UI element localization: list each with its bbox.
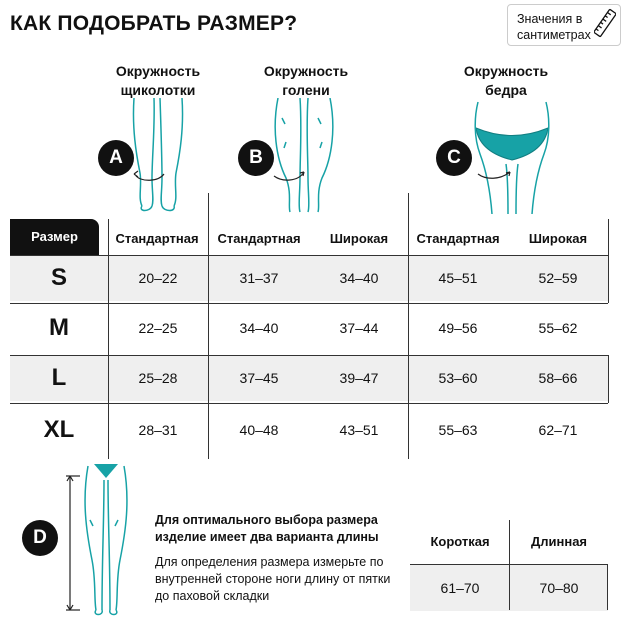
table-cell: 43–51 <box>339 422 379 438</box>
column-header: Стандартная <box>416 231 500 246</box>
table-cell: 40–48 <box>239 422 279 438</box>
length-column-header: Длинная <box>530 534 588 549</box>
table-cell: 37–45 <box>239 370 279 386</box>
label-ankle: Окружность щиколотки <box>115 63 201 98</box>
column-header: Широкая <box>329 231 389 246</box>
badge-d: D <box>22 520 58 556</box>
table-cell: 53–60 <box>438 370 478 386</box>
table-cell: 31–37 <box>239 270 279 286</box>
size-label: M <box>49 314 69 341</box>
length-cell-short: 61–70 <box>440 580 480 596</box>
ruler-icon <box>594 8 616 38</box>
length-column-header: Короткая <box>430 534 490 549</box>
table-cell: 55–62 <box>538 320 578 336</box>
size-column-header: Размер <box>31 229 78 244</box>
leg-length-illustration <box>60 460 140 616</box>
badge-b: B <box>238 140 274 176</box>
ankle-legs-illustration <box>128 98 188 214</box>
size-table <box>10 219 608 459</box>
table-cell: 22–25 <box>138 320 178 336</box>
length-note: Для определения размера измерьте по внутренней стороне ноги длину от пятки до паховой складки <box>155 555 391 603</box>
calf-legs-illustration <box>272 98 336 214</box>
table-cell: 62–71 <box>538 422 578 438</box>
table-cell: 39–47 <box>339 370 379 386</box>
size-label: S <box>50 264 67 291</box>
units-note-text: Значения в сантиметрах <box>517 12 591 42</box>
length-cell-long: 70–80 <box>539 580 579 596</box>
label-thigh: Окружность бедра <box>463 63 549 98</box>
length-note-bold: Для оптимального выбора размера изделие имеет два варианта длины <box>155 513 379 544</box>
column-header: Широкая <box>528 231 588 246</box>
column-header: Стандартная <box>217 231 301 246</box>
size-label: XL <box>43 416 75 443</box>
table-cell: 34–40 <box>339 270 379 286</box>
length-table <box>410 520 608 610</box>
table-cell: 58–66 <box>538 370 578 386</box>
label-calf: Окружность голени <box>263 63 349 98</box>
table-cell: 25–28 <box>138 370 178 386</box>
column-header: Стандартная <box>115 231 199 246</box>
page-title: КАК ПОДОБРАТЬ РАЗМЕР? <box>10 12 298 35</box>
table-cell: 20–22 <box>138 270 178 286</box>
table-cell: 45–51 <box>438 270 478 286</box>
table-cell: 49–56 <box>438 320 478 336</box>
table-cell: 34–40 <box>239 320 279 336</box>
size-label: L <box>51 364 67 391</box>
table-cell: 52–59 <box>538 270 578 286</box>
table-cell: 37–44 <box>339 320 379 336</box>
table-cell: 28–31 <box>138 422 178 438</box>
badge-c: C <box>436 140 472 176</box>
badge-a: A <box>98 140 134 176</box>
table-cell: 55–63 <box>438 422 478 438</box>
units-note <box>507 4 621 46</box>
thigh-hips-illustration <box>470 98 554 214</box>
